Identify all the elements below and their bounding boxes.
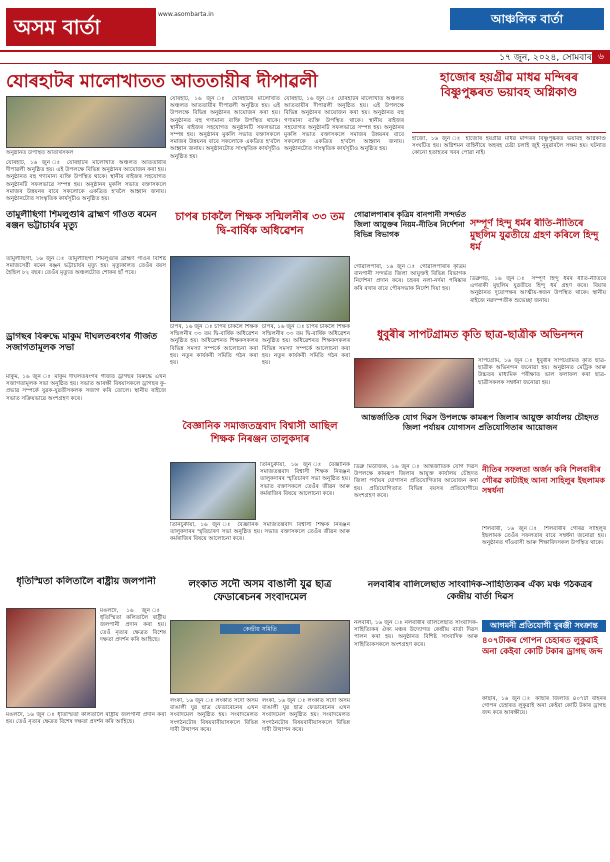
story7-headline: সম্পূৰ্ণ হিন্দু ধৰ্মৰ ৰীতি-নীতিৰে মুছলিম যুৱতীয়ে গ্ৰহণ কৰিলে হিন্দু ধৰ্ম	[470, 218, 599, 253]
story4-body: চাপৰ, ১৬ জুন ঃ চাপৰ চাকলৈ শিক্ষক সন্মিলনীৰ ৩৩ তম দ্বি-বাৰ্ষিক অধিৱেশন অনুষ্ঠিত হয়। অধিৱেশনত শিক্ষকসকলৰ বিভিন্ন সমস্যা সম্পৰ্কে আলোচনা কৰা হয়। নতুন কাৰ্যকৰী সমিতি গঠন কৰা হয়।	[170, 324, 258, 367]
story6-headline: হাজোৰ হয়গ্ৰীৱ মাধৱ মন্দিৰৰ বিষ্ণুপুষ্কৰত ভয়াবহ অগ্নিকাণ্ড	[439, 70, 579, 99]
story10-body-col2: তিনিচুকীয়া, ১৬ জুন ঃ বৈজ্ঞানিক সমাজতন্ত্ৰবাদ বিশ্বাসী শিক্ষক নিৰঞ্জন তালুকদাৰৰ স্মৃতিচাৰণ সভা অনুষ্ঠিত হয়। সভাত বক্তাসকলে তেওঁৰ জীৱন আৰু কৰ্মৰাজিৰ বিষয়ে আলোচনা কৰে।	[260, 462, 350, 497]
story12-body-col2: মঙলদৈ, ১৬ জুন ঃ ধৃতিস্মিতা কলিতালৈ ৰাষ্ট্ৰীয় জলপানী প্ৰদান কৰা হয়। তেওঁ নৃত্যৰ ক্ষেত্ৰত বিশেষ দক্ষতা প্ৰদৰ্শন কৰি আহিছে।	[6, 712, 166, 726]
story12-headline: ধৃতিস্মিতা কলিতালৈ ৰাষ্ট্ৰীয় জলপানী	[16, 576, 156, 587]
story14-headline: নলবাৰীৰ বালিলেছাত সাংবাদিক-সাহিত্যিকৰ ঐক্য মঞ্চ গঠকত্ৰৰ কেন্দ্ৰীয় বাৰ্তা দিৱস	[367, 580, 593, 602]
story8-headline: ধুবুৰীৰ সাপটগ্ৰামত কৃতি ছাত্ৰ-ছাত্ৰীক অভিনন্দন	[376, 328, 584, 341]
story4-headline: চাপৰ চাকলৈ শিক্ষক সন্মিলনীৰ ৩৩ তম দ্বি-বাৰ্ষিক অধিৱেশন	[175, 210, 345, 237]
section-tag: আঞ্চলিক বাৰ্তা	[450, 8, 604, 30]
story3-body: মাকুম, ১৬ জুন ঃ মাকুম দীঘলতৰংগৰ গীৰ্জত ড্ৰাগছৰ বিৰুদ্ধে এখন সজাগতামূলক সভা অনুষ্ঠিত হয়। সভাত আৰক্ষী বিষয়াসকলে ড্ৰাগছৰ কু-প্ৰভাৱ সম্পৰ্কে যুৱক-যুৱতীসকলক সজাগ কৰি তোলে। স্থানীয় ৰাইজে সভাত সক্ৰিয়ভাৱে অংশগ্ৰহণ কৰে।	[6, 374, 166, 402]
story12-photo	[6, 608, 96, 708]
story12-body: মঙলদৈ, ১৬ জুন ঃ ধৃতিস্মিতা কলিতালৈ ৰাষ্ট্ৰীয় জলপানী প্ৰদান কৰা হয়। তেওঁ নৃত্যৰ ক্ষেত্ৰত বিশেষ দক্ষতা প্ৰদৰ্শন কৰি আহিছে।	[100, 608, 166, 643]
story15-tag: আগমনী প্ৰতিযোগী বুৰঞ্জী সংক্ৰান্ত	[482, 620, 606, 632]
story9-body: ডিব্ৰু মিউজিক, ১৬ জুন ঃ আন্তৰ্জাতিক যোগ দিৱস উপলক্ষে কামৰূপ জিলাৰ আয়ুক্ত কাৰ্যালয় চৌহদত জিলা পৰ্যায়ৰ যোগাসন প্ৰতিযোগিতাৰ আয়োজন কৰা হয়। প্ৰতিযোগিতাত বিভিন্ন বয়সৰ প্ৰতিযোগীয়ে অংশগ্ৰহণ কৰে।	[354, 464, 478, 499]
masthead	[0, 0, 610, 72]
story-headline-1	[6, 70, 406, 94]
story4-body-col2: চাপৰ, ১৬ জুন ঃ চাপৰ চাকলৈ শিক্ষক সন্মিলনীৰ ৩৩ তম দ্বি-বাৰ্ষিক অধিৱেশন অনুষ্ঠিত হয়। অধিৱেশনত শিক্ষকসকলৰ বিভিন্ন সমস্যা সম্পৰ্কে আলোচনা কৰা হয়। নতুন কাৰ্যকৰী সমিতি গঠন কৰা হয়।	[262, 324, 350, 367]
story11-headline: নীতিৰ সফলতা অৰ্জন কৰি শিলবাৰীৰ গৌৰৱ কাটাইছ আনা সাহিলুৰ ইছলামক সম্বৰ্ধনা	[482, 464, 606, 495]
story5-headline: গোৱালপাৰাৰ কৃত্ৰিম বানপানী সন্দৰ্ভত জিলা আয়ুক্তৰ নিয়ম-নীতিৰ নিৰ্দেশনা বিভিন্ন বিভাগক	[354, 210, 466, 239]
story13-headline: লংকাত সদৌ অসম বাঙালী যুৱ ছাত্ৰ ফেডাৰেচনৰ সংবাদমেল	[188, 579, 332, 603]
story8-body: সাপটগ্ৰাম, ১৬ জুন ঃ ধুবুৰীৰ সাপটগ্ৰামত কৃতি ছাত্ৰ-ছাত্ৰীক অভিনন্দন জনোৱা হয়। অনুষ্ঠানত মেট্ৰিক আৰু উচ্চতৰ মাধ্যমিক পৰীক্ষাত ভাল ফলাফল কৰা ছাত্ৰ-ছাত্ৰীসকলক সম্বৰ্ধনা জনোৱা হয়।	[478, 358, 606, 386]
story1-photo	[6, 96, 166, 148]
story2-headline: তামুলীছিগা শিমলুগুৰি ব্ৰাহ্মণ গাঁওত ৰমেন ৰঞ্জন ভট্টাচাৰ্যৰ মৃত্যু	[6, 210, 157, 231]
page-number: ৬	[592, 50, 610, 64]
story7-body: ডিব্ৰুগড়, ১৬ জুন ঃ সম্পূৰ্ণ হিন্দু ধৰ্মৰ ৰীতি-নীতিৰে এগৰাকী মুছলিম যুৱতীয়ে হিন্দু ধৰ্ম গ্ৰহণ কৰে। বিয়াৰ অনুষ্ঠানত দুয়োপক্ষৰ আত্মীয়-স্বজন উপস্থিত থাকে। স্থানীয় ৰাইজে নৱদম্পতীক শুভেচ্ছা জনায়।	[470, 276, 606, 304]
story4-photo	[170, 256, 350, 322]
story10-photo	[170, 462, 256, 520]
story13-body-col2: লংকা, ১৬ জুন ঃ লংকাত সদৌ অসম বাঙালী যুৱ ছাত্ৰ ফেডাৰেচনৰ এখন সংবাদমেল অনুষ্ঠিত হয়। সংবাদমেলত সংগঠনটোৰ বিষয়বাবীয়াসকলে বিভিন্ন দাবী উত্থাপন কৰে।	[262, 698, 350, 733]
story2-body: তামুলীছিগা, ১৬ জুন ঃ তামুলীছিগা শিমলুগুৰি ব্ৰাহ্মণ গাঁওৰ বিশিষ্ট সমাজসেৱী ৰমেন ৰঞ্জন ভট্টাচাৰ্যৰ মৃত্যু হয়। মৃত্যুকালত তেওঁৰ বয়স হৈছিল ৮২ বছৰ। তেওঁৰ মৃত্যুত অঞ্চলটোত শোকৰ ছাঁ পৰে।	[6, 256, 166, 277]
story10-body: তিনিচুকীয়া, ১৬ জুন ঃ বৈজ্ঞানিক সমাজতন্ত্ৰবাদ বিশ্বাসী শিক্ষক নিৰঞ্জন তালুকদাৰৰ স্মৃতিচাৰণ সভা অনুষ্ঠিত হয়। সভাত বক্তাসকলে তেওঁৰ জীৱন আৰু কৰ্মৰাজিৰ বিষয়ে আলোচনা কৰে।	[170, 522, 350, 543]
story15-headline: ৪০৭টাকৰ গোপন চেহাৰত লুকুৱাই অনা কেইবা কোটি টকাৰ ড্ৰাগছ জব্দ	[482, 636, 603, 657]
logo-subtext: www.asombarta.in	[158, 11, 214, 18]
headline-text: যোৰহাটৰ মালোখাতত আততায়ীৰ দীপাৱলী	[6, 71, 318, 92]
story3-headline: ড্ৰাগছৰ বিৰুদ্ধে মাকুম দীঘলতৰংগৰ গীৰ্জত সজাগতামূলক সভা	[6, 332, 158, 353]
newspaper-logo: অসম বাৰ্তা	[6, 8, 156, 46]
story8-photo	[354, 358, 474, 408]
story9-headline: আন্তৰ্জাতিক যোগ দিৱস উপলক্ষে কামৰূপ জিলাৰ আয়ুক্ত কাৰ্যালয় চৌহদত জিলা পৰ্যায়ৰ যোগাসন প্ৰতিযোগিতাৰ আয়োজন	[361, 412, 599, 432]
story1-body: যোৰহাট, ১৬ জুন ঃ যোৰহাটৰ মালোখাত অঞ্চলত আততায়ীৰ দীপাৱলী অনুষ্ঠিত হয়। এই উপলক্ষে বিভিন্ন অনুষ্ঠানৰ আয়োজন কৰা হয়। অনুষ্ঠানত বহু গণ্যমান্য ব্যক্তি উপস্থিত থাকে। স্থানীয় ৰাইজৰ সহযোগত অনুষ্ঠানটি সফলভাৱে সম্পন্ন হয়। অনুষ্ঠানৰ মুকলি সভাত বক্তাসকলে সমাজৰ উন্নয়নৰ বাবে সকলোকে একত্ৰিত হ'বলৈ আহ্বান জনায়। অনুষ্ঠানটোত সাংস্কৃতিক কাৰ্যসূচীও অনুষ্ঠিত হয়।	[6, 160, 166, 203]
story5-body: গোৱালপাৰা, ১৬ জুন ঃ গোৱালপাৰাৰ কৃত্ৰিম বানপানী সন্দৰ্ভত জিলা আয়ুক্তই বিভিন্ন বিভাগক নিৰ্দেশনা প্ৰদান কৰে। চহৰৰ নলা-নৰ্দমা পৰিষ্কাৰ কৰি ৰখাৰ বাবে পৌৰসভাক নিৰ্দেশ দিয়া হয়।	[354, 264, 466, 292]
story1-body-col2: যোৰহাট, ১৬ জুন ঃ যোৰহাটৰ মালোখাত অঞ্চলত আততায়ীৰ দীপাৱলী অনুষ্ঠিত হয়। এই উপলক্ষে বিভিন্ন অনুষ্ঠানৰ আয়োজন কৰা হয়। অনুষ্ঠানত বহু গণ্যমান্য ব্যক্তি উপস্থিত থাকে। স্থানীয় ৰাইজৰ সহযোগত অনুষ্ঠানটি সফলভাৱে সম্পন্ন হয়। অনুষ্ঠানৰ মুকলি সভাত বক্তাসকলে সমাজৰ উন্নয়নৰ বাবে সকলোকে একত্ৰিত হ'বলৈ আহ্বান জনায়। অনুষ্ঠানটোত সাংস্কৃতিক কাৰ্যসূচীও অনুষ্ঠিত হয়।	[170, 96, 280, 160]
divider	[412, 132, 606, 133]
story1-caption: অনুষ্ঠানত উপস্থিত অতিথিসকল	[6, 150, 74, 156]
dateline: ১৭ জুন, ২০২৪, সোমবাৰ	[0, 50, 610, 64]
story15-body: কাছাৰ, ১৬ জুন ঃ কাছাৰ জিলাত ৪০৭টা বাহনৰ গোপন চেহাৰত লুকুৱাই অনা কেইবা কোটি টকাৰ ড্ৰাগছ জব্দ কৰে আৰক্ষীয়ে।	[482, 696, 606, 717]
story10-headline: বৈজ্ঞানিক সমাজতন্ত্ৰবাদ বিশ্বাসী আছিল শিক্ষক নিৰঞ্জন তালুকদাৰ	[182, 421, 338, 445]
story13-body: লংকা, ১৬ জুন ঃ লংকাত সদৌ অসম বাঙালী যুৱ ছাত্ৰ ফেডাৰেচনৰ এখন সংবাদমেল অনুষ্ঠিত হয়। সংবাদমেলত সংগঠনটোৰ বিষয়বাবীয়াসকলে বিভিন্ন দাবী উত্থাপন কৰে।	[170, 698, 258, 733]
story14-body: নলবাৰী, ১৬ জুন ঃ নলবাৰীৰ বালিলেছাত সাংবাদিক-সাহিত্যিকৰ ঐক্য মঞ্চৰ উদ্যোগত কেন্দ্ৰীয় বাৰ্তা দিৱস পালন কৰা হয়। অনুষ্ঠানত বিশিষ্ট সাংবাদিক আৰু সাহিত্যিকসকলে অংশগ্ৰহণ কৰে।	[354, 620, 478, 648]
story1-body-col3: যোৰহাট, ১৬ জুন ঃ যোৰহাটৰ মালোখাত অঞ্চলত আততায়ীৰ দীপাৱলী অনুষ্ঠিত হয়। এই উপলক্ষে বিভিন্ন অনুষ্ঠানৰ আয়োজন কৰা হয়। অনুষ্ঠানত বহু গণ্যমান্য ব্যক্তি উপস্থিত থাকে। স্থানীয় ৰাইজৰ সহযোগত অনুষ্ঠানটি সফলভাৱে সম্পন্ন হয়। অনুষ্ঠানৰ মুকলি সভাত বক্তাসকলে সমাজৰ উন্নয়নৰ বাবে সকলোকে একত্ৰিত হ'বলৈ আহ্বান জনায়। অনুষ্ঠানটোত সাংস্কৃতিক কাৰ্যসূচীও অনুষ্ঠিত হয়।	[284, 96, 404, 153]
story11-body: শিলবাৰী, ১৬ জুন ঃ শিলবাৰীৰ গৌৰৱ সাহিলুৰ ইছলামক তেওঁৰ সফলতাৰ বাবে সম্বৰ্ধনা জনোৱা হয়। অনুষ্ঠানত গাঁওবাসী আৰু শিক্ষাবিদসকল উপস্থিত থাকে।	[482, 526, 606, 547]
story6-body: হাজো, ১৬ জুন ঃ হাজোৰ হয়গ্ৰীৱ মাধৱ মন্দিৰৰ বিষ্ণুপুষ্কৰত ভয়াবহ অগ্নিকাণ্ড সংঘটিত হয়। অগ্নিশমন বাহিনীয়ে অহৰহ চেষ্টা চলাই জুই নুমুৱাবলৈ সক্ষম হয়। ঘটনাত কোনো হতাহতৰ খবৰ পোৱা নাই।	[412, 136, 606, 157]
story13-banner: কেন্দ্ৰীয় সমিতি	[220, 624, 300, 634]
